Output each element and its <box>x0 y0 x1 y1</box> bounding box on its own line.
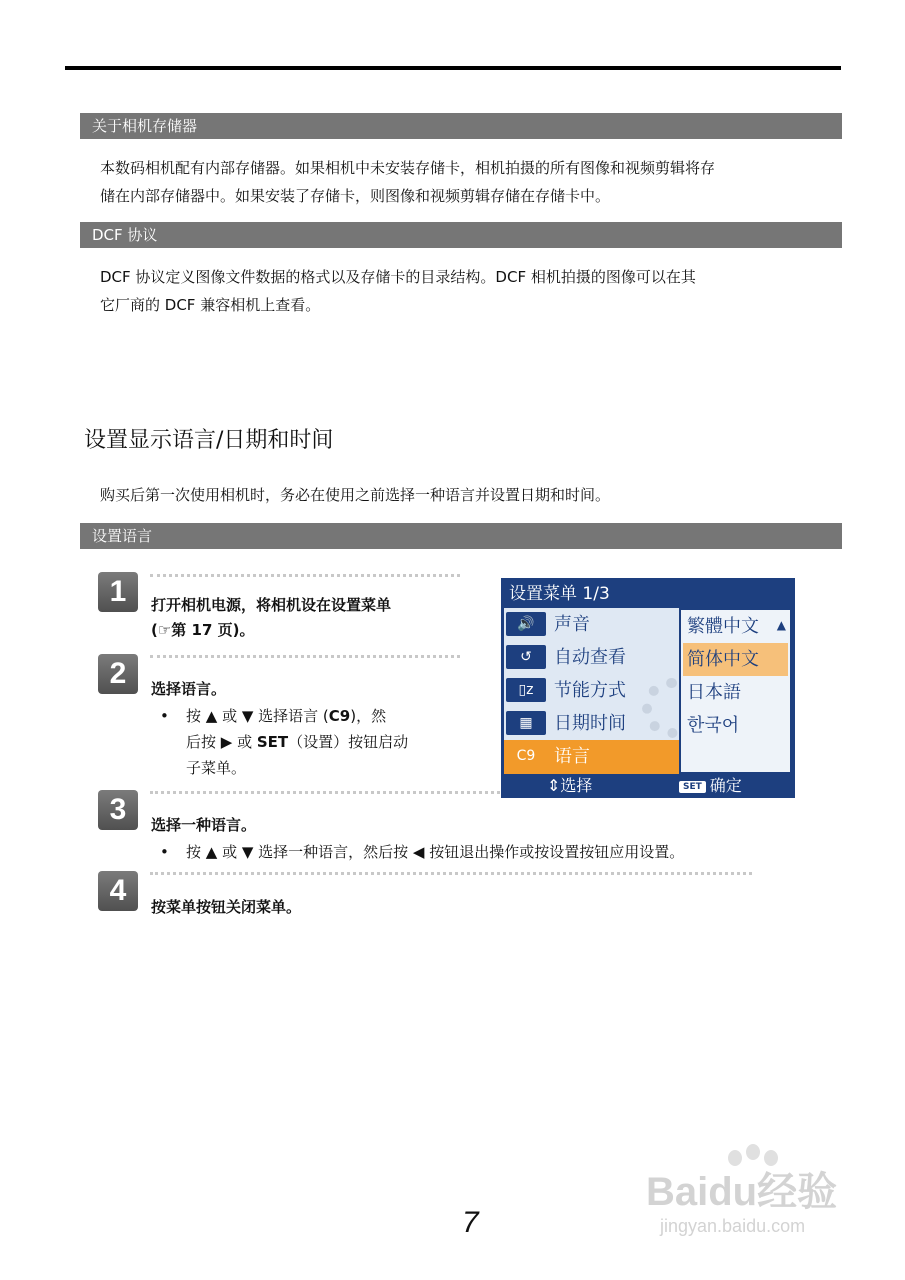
language-option-traditional-chinese[interactable]: 繁體中文 <box>687 616 759 637</box>
step-1-text <box>151 593 391 643</box>
review-icon: ↺ <box>506 645 546 669</box>
memory-line-2: 储在内部存储器中。如果安装了存储卡，则图像和视频剪辑存储在存储卡中。 <box>100 187 611 205</box>
baidu-watermark <box>640 1150 860 1240</box>
step-3-bullet-line-1: 按 ▲ 或 ▼ 选择一种语言，然后按 ◀ 按钮退出操作或按设置按钮应用设置。 <box>186 843 685 861</box>
step-2-number: 2 <box>98 654 138 694</box>
step-2-text: 选择语言。 <box>151 680 227 698</box>
step-2-bullet-line-2 <box>186 729 480 755</box>
paw-icon <box>746 1144 760 1160</box>
step-1-number: 1 <box>98 572 138 612</box>
battery-sleep-icon: ▯z <box>506 678 546 702</box>
language-option-japanese[interactable]: 日本語 <box>687 682 741 703</box>
set-key-label: SET <box>256 733 289 751</box>
step-2-bullet-text-d: （设置）按钮启动 <box>288 733 409 751</box>
step-1-line-1: 打开相机电源，将相机设在设置菜单 <box>151 596 392 614</box>
camera-menu-item-auto-review[interactable] <box>504 641 679 674</box>
top-rule <box>65 66 841 70</box>
speaker-icon: 🔊 <box>506 612 546 636</box>
camera-menu-label: 声音 <box>554 614 590 635</box>
section-header-memory: 关于相机存储器 <box>80 113 842 139</box>
camera-menu-list <box>504 608 679 774</box>
camera-menu-label: 节能方式 <box>554 680 626 701</box>
scroll-up-icon: ▲ <box>776 618 786 632</box>
camera-menu-title: 设置菜单 1/3 <box>509 584 610 604</box>
camera-menu-footer <box>501 774 795 798</box>
camera-menu-label: 自动查看 <box>554 647 626 668</box>
camera-menu-item-power-save[interactable] <box>504 674 679 707</box>
intro-text: 购买后第一次使用相机时，务必在使用之前选择一种语言并设置日期和时间。 <box>100 486 611 504</box>
camera-menu-label: 语言 <box>554 746 590 767</box>
section-header-dcf: DCF 协议 <box>80 222 842 248</box>
step-4-text: 按菜单按钮关闭菜单。 <box>151 898 302 916</box>
camera-setup-menu-screen <box>501 578 795 798</box>
step-3-number: 3 <box>98 790 138 830</box>
calendar-clock-icon: ▦ <box>506 711 546 735</box>
step-4-dots <box>150 872 752 875</box>
dcf-line-2: 它厂商的 DCF 兼容相机上查看。 <box>100 296 321 314</box>
step-2-bullet-text-c: 后按 ▶ 或 <box>186 733 257 751</box>
language-icon: C9 <box>328 707 351 725</box>
camera-menu-item-sound[interactable] <box>504 608 679 641</box>
camera-menu-label: 日期时间 <box>554 713 626 734</box>
step-2-bullet-line-1 <box>186 703 480 729</box>
language-icon: C9 <box>516 748 536 764</box>
step-2-bullet <box>160 703 480 781</box>
page-heading: 设置显示语言/日期和时间 <box>84 428 334 453</box>
memory-line-1: 本数码相机配有内部存储器。如果相机中未安装存储卡，相机拍摄的所有图像和视频剪辑将存 <box>100 159 716 177</box>
step-3-bullet <box>160 839 840 865</box>
camera-menu-item-language[interactable] <box>504 740 679 774</box>
set-button-icon: SET <box>679 781 706 793</box>
step-2-bullet-text-a: 按 ▲ 或 ▼ 选择语言 ( <box>186 707 329 725</box>
language-option-simplified-chinese[interactable]: 简体中文 <box>683 643 788 676</box>
camera-menu-item-date-time[interactable] <box>504 707 679 740</box>
step-1-line-2: (☞第 17 页)。 <box>151 621 255 639</box>
footer-confirm-label: 确定 <box>709 776 742 795</box>
footer-select-hint: ⇕选择 <box>547 776 593 795</box>
dcf-paragraph <box>100 263 842 319</box>
dcf-line-1: DCF 协议定义图像文件数据的格式以及存储卡的目录结构。DCF 相机拍摄的图像可以在其 <box>100 268 696 286</box>
page-number: 7 <box>462 1206 479 1239</box>
step-4-number: 4 <box>98 871 138 911</box>
watermark-logo: Baidu经验 <box>646 1170 838 1214</box>
section-header-language: 设置语言 <box>80 523 842 549</box>
language-option-korean[interactable]: 한국어 <box>687 715 740 736</box>
language-submenu <box>679 608 792 774</box>
bullet-dot: • <box>160 843 169 861</box>
step-3-text: 选择一种语言。 <box>151 816 257 834</box>
footer-confirm-hint <box>679 774 742 798</box>
step-2-bullet-text-b: )，然 <box>350 707 387 725</box>
watermark-url: jingyan.baidu.com <box>660 1216 806 1236</box>
step-3-dots <box>150 791 500 794</box>
step-2-dots <box>150 655 460 658</box>
step-2-bullet-line-3: 子菜单。 <box>186 759 247 777</box>
step-1-dots <box>150 574 460 577</box>
bullet-dot: • <box>160 707 169 725</box>
memory-paragraph <box>100 154 842 210</box>
